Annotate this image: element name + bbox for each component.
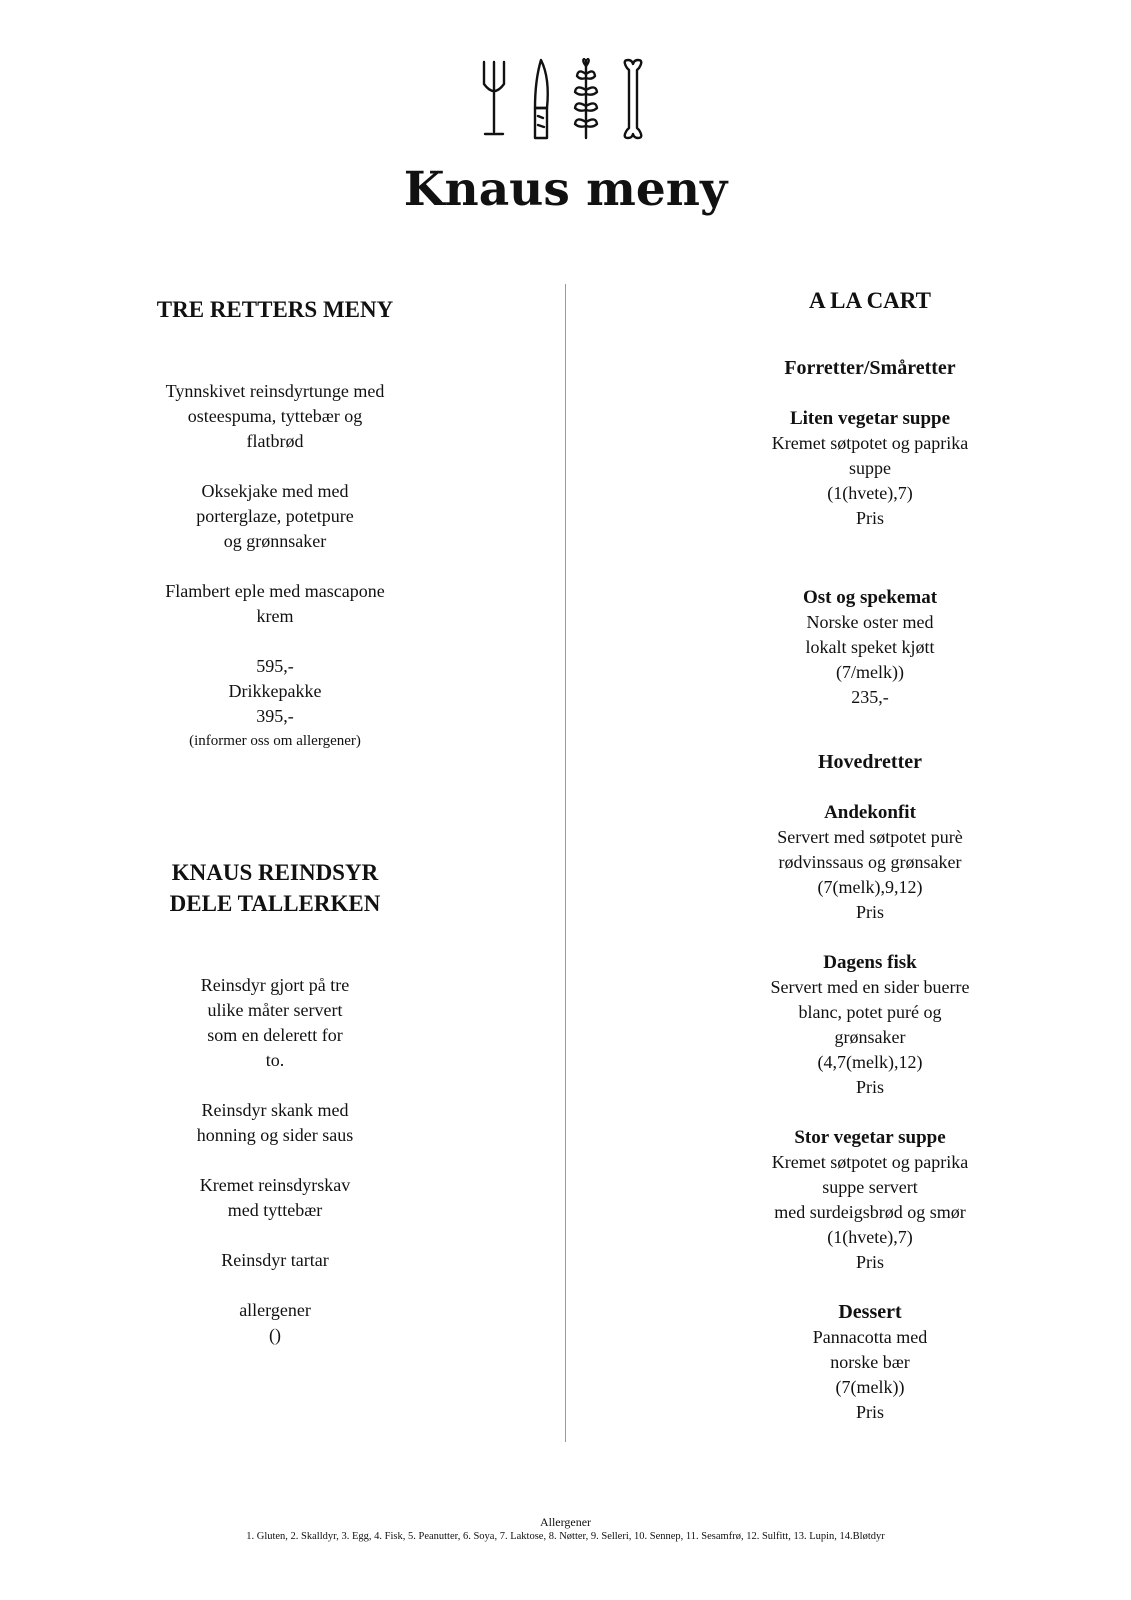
dish-name: Andekonfit — [824, 802, 916, 823]
dish-line: og grønnsaker — [223, 531, 327, 551]
glass-fork-icon — [484, 62, 504, 134]
dish-line: rødvinssaus og grønsaker — [778, 852, 962, 872]
dish-line: blanc, potet puré og — [798, 1002, 942, 1022]
dish-price: Pris — [855, 902, 884, 922]
dish-line: Servert med søtpotet purè — [777, 827, 963, 847]
dish-line: med surdeigsbrød og smør — [774, 1202, 966, 1222]
dish-line: flatbrød — [246, 431, 304, 451]
dessert-dish — [130, 579, 420, 629]
dish-line: to. — [265, 1050, 285, 1070]
three-course-section — [130, 294, 420, 754]
platter-item — [130, 1098, 420, 1148]
allergen-list: 1. Gluten, 2. Skalldyr, 3. Egg, 4. Fisk, 5. Peanutter, 6. Soya, 7. Laktose, 8. Nøtter, 9. Selleri, 10. Sennep, 11. Sesamfrø, 12. Sulfitt, 13. Lupin, 14.Bløtdyr — [246, 1531, 885, 1542]
section-heading: TRE RETTERS MENY — [156, 297, 394, 322]
dish-line: porterglaze, potetpure — [196, 506, 354, 526]
dish-line: Reinsdyr gjort på tre — [200, 975, 350, 995]
dish-line: krem — [256, 606, 294, 626]
dish-price: Pris — [855, 508, 884, 528]
dish-line: grønsaker — [834, 1027, 906, 1047]
section-heading: DELE TALLERKEN — [169, 891, 381, 916]
knife-icon — [535, 60, 548, 138]
menu-item — [740, 1125, 1000, 1275]
dish-name: Liten vegetar suppe — [789, 408, 951, 429]
column-divider — [565, 284, 566, 1442]
section-heading: A LA CART — [809, 288, 931, 313]
dish-price: 235,- — [851, 687, 889, 707]
dish-line: Servert med en sider buerre — [770, 977, 970, 997]
dish-line: lokalt speket kjøtt — [805, 637, 935, 657]
menu-item — [740, 1325, 1000, 1425]
page-title: Knaus meny — [403, 162, 728, 217]
dish-line: Tynnskivet reinsdyrtunge med — [165, 381, 385, 401]
dish-line: som en delerett for — [207, 1025, 343, 1045]
allergen-value: () — [269, 1325, 281, 1345]
dish-price: Pris — [855, 1077, 884, 1097]
dish-line: Kremet søtpotet og paprika — [771, 1152, 969, 1172]
dish-allergens: (1(hvete),7) — [827, 1227, 913, 1247]
dish-allergens: (7(melk)) — [835, 1377, 905, 1397]
dish-allergens: (7(melk),9,12) — [817, 877, 923, 897]
platter-intro — [130, 973, 420, 1073]
dish-price: Pris — [855, 1402, 884, 1422]
dish-line: Oksekjake med med — [201, 481, 349, 501]
dish-name: Ost og spekemat — [802, 587, 938, 608]
dish-line: honning og sider saus — [196, 1125, 354, 1145]
menu-item — [740, 950, 1000, 1100]
platter-item — [130, 1173, 420, 1223]
allergen-label: allergener — [239, 1300, 311, 1320]
dish-line: Flambert eple med mascapone — [165, 581, 385, 601]
dish-line: Kremet søtpotet og paprika — [771, 433, 969, 453]
restaurant-logo — [480, 58, 650, 148]
dish-line: Reinsdyr skank med — [201, 1100, 349, 1120]
dish-line: med tyttebær — [227, 1200, 323, 1220]
footer-heading: Allergener — [539, 1515, 592, 1529]
dish-line: osteespuma, tyttebær og — [187, 406, 363, 426]
menu-item — [740, 406, 1000, 531]
drinks-package-price: 395,- — [256, 706, 294, 726]
bone-icon — [625, 60, 642, 138]
reindeer-platter-section — [130, 857, 420, 1348]
menu-item — [740, 585, 1000, 710]
section-heading: KNAUS REINDSYR — [171, 860, 379, 885]
dish-allergens: (4,7(melk),12) — [817, 1052, 923, 1072]
allergen-footer — [0, 1515, 1131, 1544]
dish-name: Dagens fisk — [823, 952, 917, 973]
dish-name: Stor vegetar suppe — [794, 1127, 946, 1148]
drinks-package-label: Drikkepakke — [228, 681, 322, 701]
subsection-heading: Hovedretter — [817, 751, 923, 773]
starter-dish — [130, 379, 420, 454]
allergen-note: (informer oss om allergener) — [189, 733, 361, 749]
subsection-heading: Dessert — [838, 1301, 902, 1323]
dish-price: Pris — [855, 1252, 884, 1272]
dish-line: norske bær — [830, 1352, 910, 1372]
platter-item: Reinsdyr tartar — [221, 1250, 329, 1270]
dish-line: suppe servert — [822, 1177, 918, 1197]
subsection-heading: Forretter/Småretter — [784, 357, 956, 379]
dish-line: suppe — [849, 458, 891, 478]
dish-line: ulike måter servert — [207, 1000, 343, 1020]
dish-line: Pannacotta med — [812, 1327, 928, 1347]
main-dish — [130, 479, 420, 554]
menu-price: 595,- — [256, 656, 294, 676]
dish-line: Norske oster med — [806, 612, 934, 632]
dish-line: Kremet reinsdyrskav — [199, 1175, 351, 1195]
menu-item — [740, 800, 1000, 925]
herb-sprig-icon — [575, 59, 597, 138]
a-la-carte-section — [740, 285, 1000, 1425]
dish-allergens: (7/melk)) — [836, 662, 904, 682]
dish-allergens: (1(hvete),7) — [827, 483, 913, 503]
